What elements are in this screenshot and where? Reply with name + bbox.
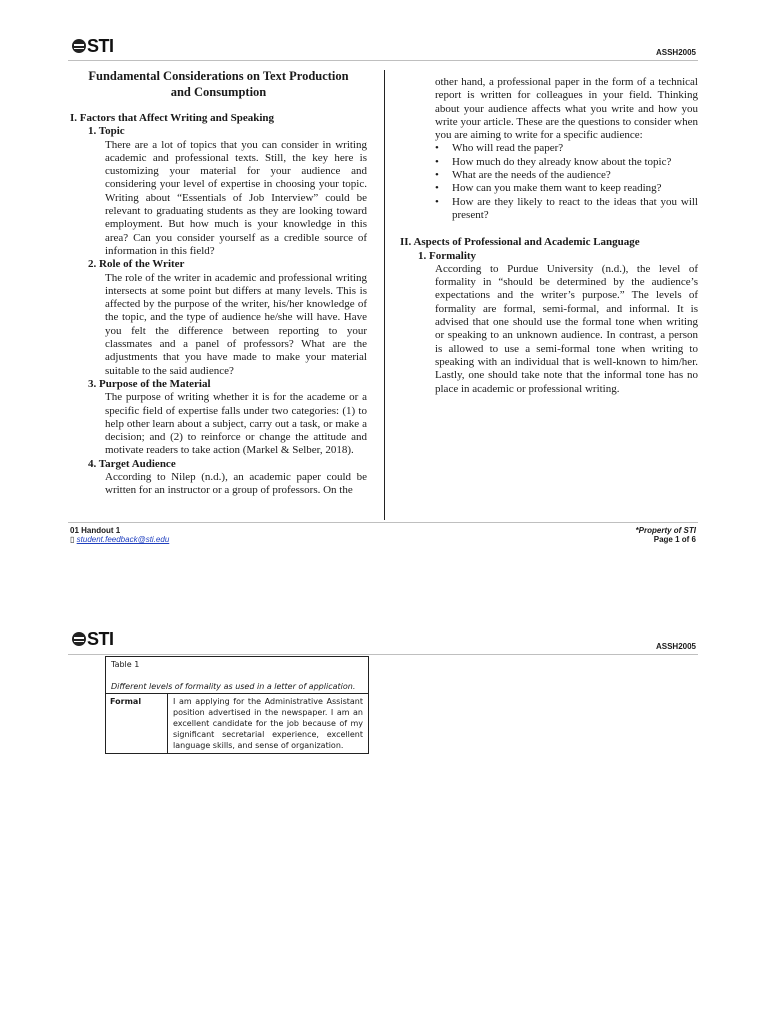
paragraph-audience-continued: other hand, a professional paper in the form of a technical report is written for colleagues in your field. Thinking about your audience affects what you write and how you write your article. These are the questions to consider when you are aiming to write for a specific audience: — [435, 76, 698, 142]
page-title: Fundamental Considerations on Text Production and Consumption — [88, 69, 349, 99]
footer-left — [70, 526, 169, 544]
paragraph-role: The role of the writer in academic and professional writing intersects at some point but differs at many levels. This is affected by the purpose of the writer, his/her knowledge of the topic, and the type of audience he/she will have. Have you felt the difference between reporting to your classmates and a panel of professors? What are the adjustments that you have made to make your material suitable to the said audience? — [105, 271, 367, 377]
document-code-page2: ASSH2005 — [655, 642, 696, 651]
header-divider — [68, 60, 698, 61]
property-label: *Property of STI — [635, 526, 696, 535]
feedback-email-link[interactable]: student.feedback@sti.edu — [76, 535, 170, 544]
list-item: • How much do they already know about the topic? — [435, 156, 698, 169]
footer-divider — [68, 522, 698, 523]
table-title: Table 1 — [111, 660, 140, 669]
section-heading-1: I. Factors that Affect Writing and Speaking — [70, 112, 275, 124]
section-heading-2: II. Aspects of Professional and Academic Language — [400, 236, 640, 249]
globe-icon — [72, 632, 86, 646]
subheading-audience: 4. Target Audience — [88, 457, 176, 470]
list-item: • How can you make them want to keep reading? — [435, 182, 698, 195]
table-caption: Different levels of formality as used in a letter of application. — [111, 682, 356, 691]
paragraph-audience: According to Nilep (n.d.), an academic paper could be written for an instructor or a group of professors. On the — [105, 471, 367, 497]
table-row — [106, 693, 368, 753]
list-item: • What are the needs of the audience? — [435, 169, 698, 182]
row-text: I am applying for the Administrative Assistant position advertised in the newspaper. I am an excellent candidate for the job because of my significant secretarial experience, excellent language skills, and sense of organization. — [173, 697, 363, 750]
sti-logo: STI — [72, 36, 114, 57]
sti-logo-page2: STI — [72, 629, 114, 650]
email-icon: ▯ — [70, 535, 75, 544]
subheading-formality: 1. Formality — [418, 249, 477, 262]
column-divider — [384, 70, 385, 520]
paragraph-topic: There are a lot of topics that you can consider in writing academic and professional texts. Still, the key here is customizing your material for your audience and considering your level of expertise in choosing your topic. Writing about “Essentials of Job Interview” could be relevant to graduating students as they are looking toward employment. But how much is your knowledge in this area? Can you consider yourself as a credible source of information in this field? — [105, 138, 367, 257]
left-column — [70, 68, 367, 498]
document-code: ASSH2005 — [655, 48, 696, 57]
list-item: • Who will read the paper? — [435, 142, 698, 155]
audience-questions-list — [400, 142, 698, 222]
row-label: Formal — [106, 694, 168, 753]
page-number: Page 1 of 6 — [653, 535, 696, 544]
formality-table — [105, 656, 369, 754]
paragraph-purpose: The purpose of writing whether it is for the academe or a specific field of expertise falls under two categories: (1) to help other learn about a subject, carry out a task, or make a decision; and (2) to reinforce or change the attitude and motivate readers to take action (Markel & Selber, 2018). — [105, 391, 367, 457]
footer-right — [636, 526, 696, 544]
subheading-topic: 1. Topic — [88, 125, 125, 138]
globe-icon — [72, 39, 86, 53]
header-divider-page2 — [68, 654, 698, 655]
right-column — [400, 76, 698, 396]
handout-label: 01 Handout 1 — [70, 526, 121, 535]
subheading-purpose: 3. Purpose of the Material — [88, 377, 211, 390]
list-item: • How are they likely to react to the ideas that you will present? — [435, 196, 698, 223]
paragraph-formality: According to Purdue University (n.d.), the level of formality in “should be determined by the audience’s expectations and the writer’s purpose.” The levels of formality are formal, semi-formal, and informal. It is advised that one should use the formal tone when writing or speaking to an unknown audience. In contrast, a person is allowed to use a semi-formal tone when writing to speaking with an individual that is well-known to him/her. Lastly, one should take note that the informal tone has no place in academic or professional writing. — [435, 262, 698, 395]
subheading-role: 2. Role of the Writer — [88, 258, 185, 271]
